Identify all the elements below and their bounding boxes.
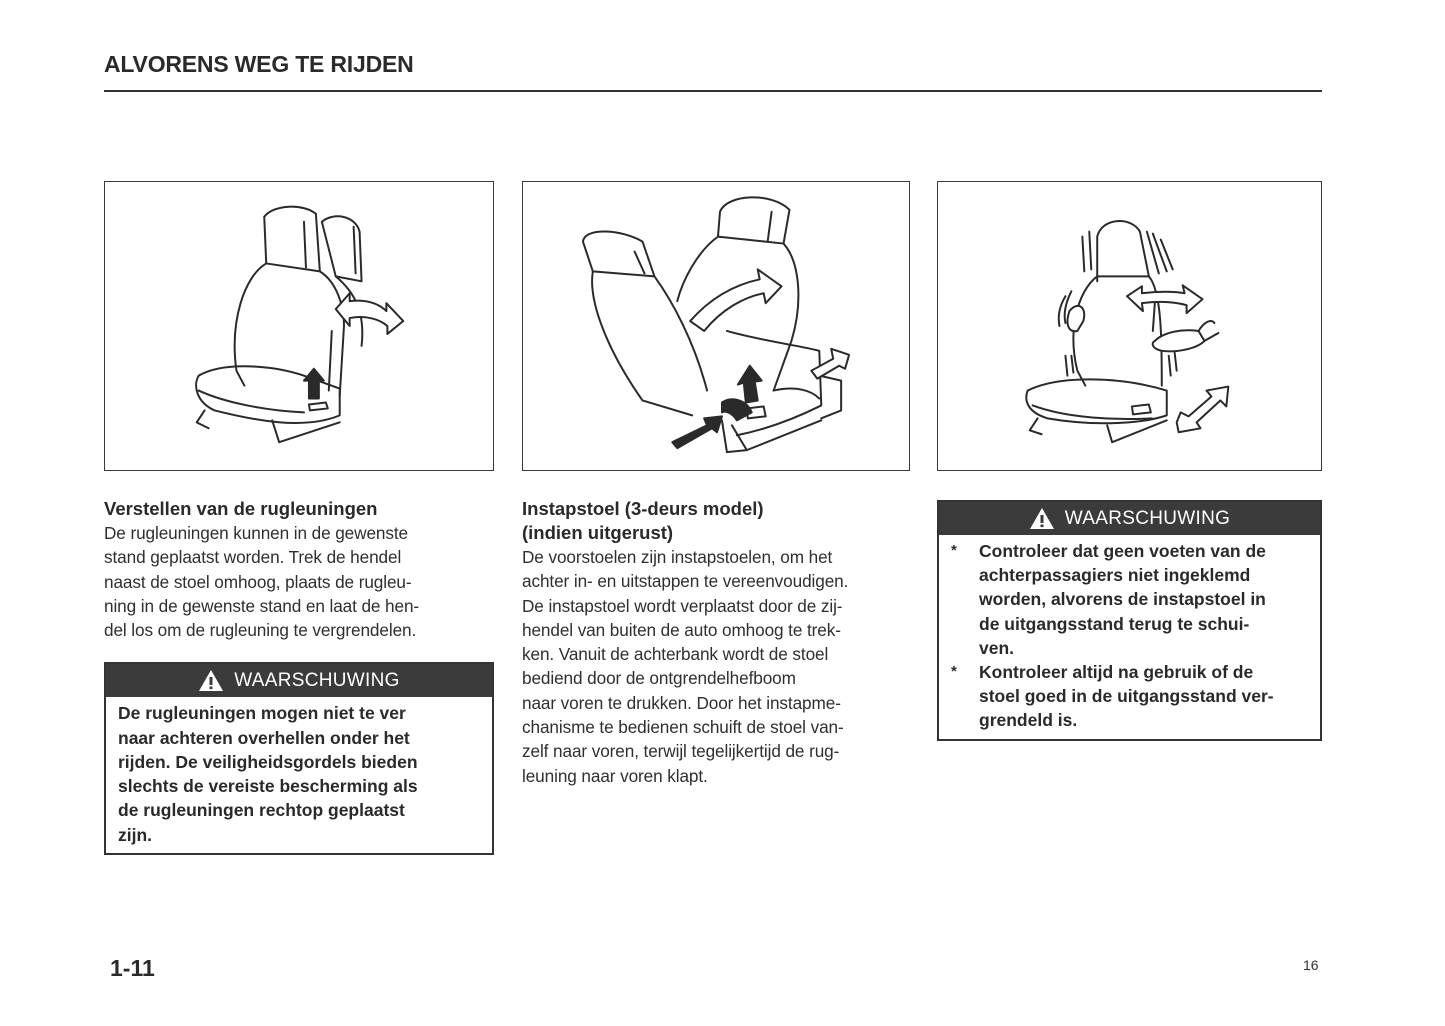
text-line: chanisme te bedienen schuift de stoel van- bbox=[522, 717, 844, 738]
warning-triangle-icon bbox=[198, 669, 224, 692]
text-line: leuning naar voren klapt. bbox=[522, 765, 708, 786]
figure-walk-in-seat bbox=[522, 181, 910, 471]
section-recline bbox=[104, 497, 494, 855]
seat-return-illustration bbox=[938, 182, 1321, 470]
text-line: De rugleuningen mogen niet te ver bbox=[118, 703, 406, 724]
text-line: rijden. De veiligheidsgordels bieden bbox=[118, 751, 418, 772]
warning-header bbox=[106, 664, 492, 697]
text-line: del los om de rugleuning te vergrendelen. bbox=[104, 620, 417, 641]
text-line: achterpassagiers niet ingeklemd bbox=[979, 565, 1251, 586]
section-return-warning bbox=[937, 500, 1322, 741]
section-title-walk-in bbox=[522, 497, 910, 545]
text-line: grendeld is. bbox=[979, 710, 1078, 731]
warning-bullet-list bbox=[951, 539, 1310, 733]
text-line: zijn. bbox=[118, 824, 153, 845]
text-line: worden, alvorens de instapstoel in bbox=[979, 589, 1266, 610]
seat-recline-illustration bbox=[105, 182, 493, 470]
warning-body-recline bbox=[106, 697, 492, 852]
text-line: ven. bbox=[979, 637, 1015, 658]
text-line: De instapstoel wordt verplaatst door de zij- bbox=[522, 595, 843, 616]
text-line: Kontroleer altijd na gebruik of de bbox=[979, 662, 1254, 683]
text-line: Controleer dat geen voeten van de bbox=[979, 541, 1266, 561]
text-line: ken. Vanuit de achterbank wordt de stoel bbox=[522, 644, 829, 665]
warning-header bbox=[939, 502, 1320, 535]
warning-body-return bbox=[939, 535, 1320, 739]
page-header bbox=[104, 50, 1322, 78]
text-line: naar achteren overhellen onder het bbox=[118, 727, 410, 748]
header-divider bbox=[104, 90, 1322, 92]
warning-bullet bbox=[951, 539, 1310, 660]
text-line: zelf naar voren, terwijl tegelijkertijd de rug- bbox=[522, 741, 840, 762]
text-line: ning in de gewenste stand en laat de hen- bbox=[104, 595, 420, 616]
warning-label: WAARSCHUWING bbox=[234, 669, 400, 691]
warning-box-recline bbox=[104, 662, 494, 854]
section-page-number: 1-11 bbox=[110, 955, 155, 981]
bullet-marker: * bbox=[951, 542, 957, 559]
text-line: slechts de vereiste bescherming als bbox=[118, 776, 418, 797]
text-line: de rugleuningen rechtop geplaatst bbox=[118, 800, 405, 821]
warning-box-return bbox=[937, 500, 1322, 741]
walk-in-seat-illustration bbox=[523, 182, 909, 470]
recline-body bbox=[104, 521, 494, 642]
warning-triangle-icon bbox=[1029, 507, 1055, 530]
figure-seat-return bbox=[937, 181, 1322, 471]
bullet-marker: * bbox=[951, 663, 957, 681]
text-line: De voorstoelen zijn instapstoelen, om het bbox=[522, 547, 833, 567]
text-line: stoel goed in de uitgangsstand ver- bbox=[979, 686, 1274, 707]
page-title: ALVORENS WEG TE RIJDEN bbox=[104, 51, 414, 77]
page-number: 16 bbox=[1303, 957, 1319, 973]
walk-in-body bbox=[522, 545, 910, 788]
section-title-recline: Verstellen van de rugleuningen bbox=[104, 498, 378, 519]
text-line: de uitgangsstand terug te schui- bbox=[979, 613, 1250, 634]
title-line: Instapstoel (3-deurs model) bbox=[522, 498, 764, 519]
text-line: bediend door de ontgrendelhefboom bbox=[522, 668, 796, 689]
warning-bullet bbox=[951, 660, 1310, 733]
text-line: hendel van buiten de auto omhoog te trek- bbox=[522, 619, 841, 640]
figure-seatback-recline bbox=[104, 181, 494, 471]
text-line: naast de stoel omhoog, plaats de rugleu- bbox=[104, 571, 412, 592]
text-line: naar voren te drukken. Door het instapme- bbox=[522, 692, 841, 713]
warning-label: WAARSCHUWING bbox=[1064, 507, 1231, 529]
title-line: (indien uitgerust) bbox=[522, 522, 674, 543]
text-line: De rugleuningen kunnen in de gewenste bbox=[104, 523, 408, 543]
section-walk-in bbox=[522, 497, 910, 788]
text-line: achter in- en uitstappen te vereenvoudigen. bbox=[522, 571, 849, 592]
text-line: stand geplaatst worden. Trek de hendel bbox=[104, 547, 402, 568]
